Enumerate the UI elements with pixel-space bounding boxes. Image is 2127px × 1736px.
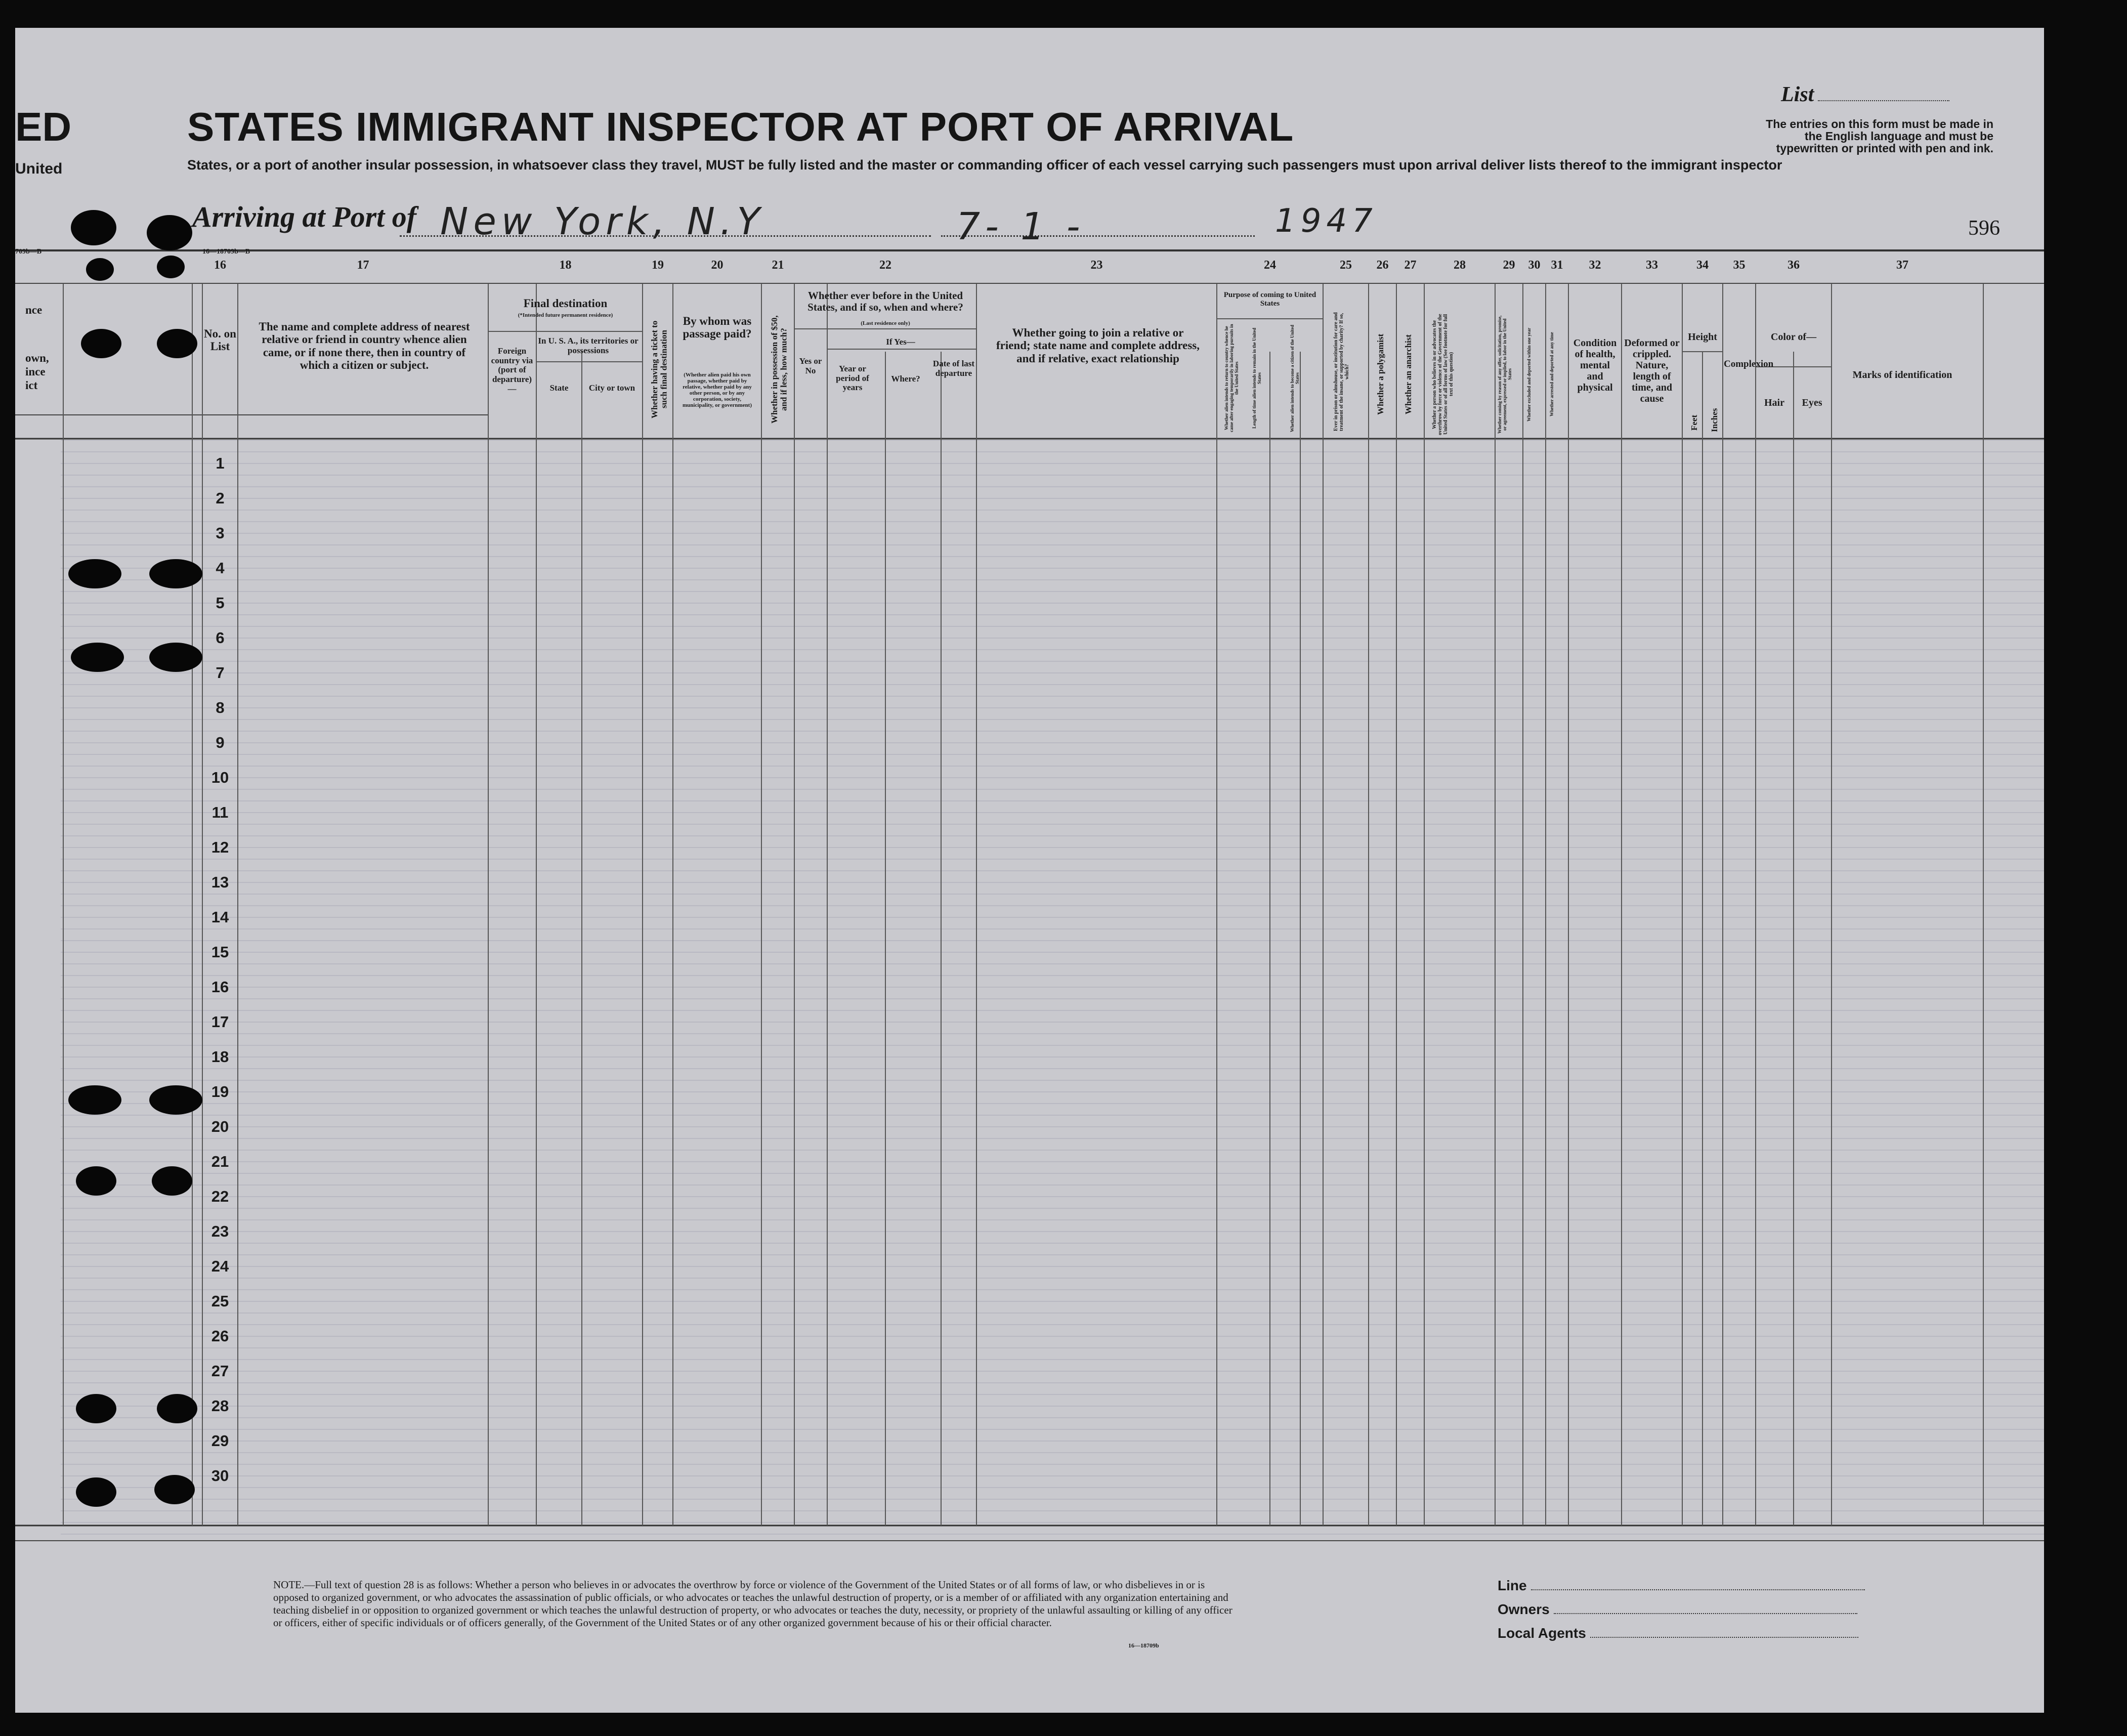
list-label-text: List	[1781, 83, 1814, 106]
date-handwritten: 7- 1 -	[956, 205, 1085, 248]
page-subtitle: States, or a port of another insular possession, in whatsoever class they travel, MUST be fully listed and the master or commanding officer of each vessel carrying such passengers must upon arrival deliver lists thereof to the immigrant inspector	[187, 157, 1782, 173]
col-29-num: 29	[1503, 259, 1515, 272]
row-number: 16	[211, 978, 229, 996]
row-number: 14	[211, 908, 229, 926]
col-22-label: Whether ever before in the United States, and if so, when and where?	[807, 289, 963, 314]
col-36-hair: Hair	[1764, 397, 1784, 408]
punch-hole	[71, 210, 116, 245]
row-number: 13	[211, 873, 229, 891]
col-18-label: Final destination	[523, 297, 608, 310]
instructions-note: The entries on this form must be made in the English language and must be typewritten or printed with pen and ink.	[1766, 117, 1993, 155]
col-22-ifyes: If Yes—	[886, 337, 915, 347]
row-number: 15	[211, 943, 229, 961]
col-27-num: 27	[1404, 259, 1417, 272]
col-27-label: Whether an anarchist	[1403, 334, 1413, 415]
col-17-num: 17	[357, 259, 369, 272]
punch-hole	[68, 559, 121, 588]
signature-agents	[1498, 1625, 1858, 1641]
col-18-city: City or town	[588, 383, 635, 393]
col-24-label: Purpose of coming to United States	[1223, 291, 1316, 308]
col-21-label: Whether in possession of $50, and if less, how much?	[770, 315, 789, 424]
col-33-label: Deformed or crippled. Nature, length of time, and cause	[1624, 337, 1680, 404]
row-number: 20	[211, 1118, 229, 1135]
col-36-label: Color of—	[1770, 331, 1817, 343]
punch-hole	[157, 329, 197, 358]
col-34-inches: Inches	[1710, 408, 1719, 432]
punch-hole	[152, 1166, 192, 1196]
row-number: 10	[211, 769, 229, 786]
col-30-num: 30	[1528, 259, 1541, 272]
row-number: 7	[216, 664, 225, 682]
row-number: 25	[211, 1292, 229, 1310]
col-18-num: 18	[559, 259, 572, 272]
col-26-label: Whether a polygamist	[1376, 333, 1385, 415]
col-19-label: Whether having a ticket to such final destination	[650, 320, 669, 418]
row-number: 30	[211, 1467, 229, 1485]
col-24-num: 24	[1264, 259, 1276, 272]
arriving-label: Arriving at Port of	[192, 200, 417, 233]
col-22-yesno: Yes or No	[799, 356, 822, 375]
col-35-num: 35	[1733, 259, 1746, 272]
col-37-num: 37	[1896, 259, 1908, 272]
left-fragment: nce	[25, 304, 42, 316]
footnote: NOTE.—Full text of question 28 is as follows: Whether a person who believes in or advocates the overthrow by force or violence of the Government of the United States or of all forms of law, or who disbelieves in or is opposed to organized government, or who advocates the assassination of public officials, or who advocates or teaches the unlawful destruction of property, or is a member of or affiliated with any organization entertaining and teaching disbelief in or opposition to organized government or which teaches the unlawful destruction of property, or who advocates or teaches the duty, necessity, or propriety of the unlawful assaulting or killing of any officer or officers, either of specific individuals or of officers generally, of the Government of the United States or of any other organized government because of his or their official character.	[273, 1579, 1232, 1629]
row-number: 12	[211, 838, 229, 856]
row-number: 26	[211, 1327, 229, 1345]
col-19-num: 19	[652, 259, 664, 272]
table-grid	[15, 28, 2044, 1713]
row-number: 4	[216, 559, 225, 577]
left-fragment: ict	[25, 379, 38, 392]
row-number: 8	[216, 699, 225, 716]
left-form-code: 709b—B	[15, 248, 42, 256]
punch-hole	[149, 1085, 202, 1115]
col-22-date: Date of last departure	[932, 359, 975, 378]
punch-hole	[157, 256, 185, 278]
left-fragment: ince	[25, 365, 46, 378]
left-fragment-united: United	[15, 160, 63, 177]
row-number: 5	[216, 594, 225, 612]
signature-owners	[1498, 1601, 1857, 1618]
row-number: 23	[211, 1222, 229, 1240]
row-number: 18	[211, 1048, 229, 1066]
col-34-feet: Feet	[1689, 414, 1699, 431]
col-23-num: 23	[1090, 259, 1103, 272]
col-20-sublabel: (Whether alien paid his own passage, whether paid by relative, whether paid by any other person, or by any corporation, society, municipality, or government)	[683, 372, 752, 409]
row-number: 6	[216, 629, 225, 647]
col-16-num: 16	[214, 259, 226, 272]
col-25-num: 25	[1340, 259, 1352, 272]
col-37-label: Marks of identification	[1852, 369, 1952, 380]
title-fragment: ED	[15, 104, 72, 149]
col-24-a: Whether alien intends to return to country whence he came after engaging temporarily in laboring pursuits in the United States	[1224, 324, 1239, 433]
form-code: 16—18709b—B	[202, 248, 250, 256]
punch-hole	[149, 559, 202, 588]
line-label: Line	[1498, 1578, 1527, 1593]
row-number: 9	[216, 734, 225, 751]
year-handwritten: 1947	[1275, 202, 1378, 240]
col-18-sublabel: (*Intended future permanent residence)	[518, 312, 613, 318]
manifest-page	[15, 28, 2044, 1713]
punch-hole	[71, 643, 124, 672]
row-number: 1	[216, 454, 225, 472]
col-36-num: 36	[1788, 259, 1800, 272]
owners-label: Owners	[1498, 1601, 1550, 1617]
col-32-label: Condition of health, mental and physical	[1573, 337, 1617, 393]
punch-hole	[76, 1166, 116, 1196]
col-25-label: Ever in prison or almshouse, or institution for care and treatment of the insane, or supported by charity? If so, which?	[1333, 312, 1350, 432]
col-16-label: No. on List	[204, 327, 236, 353]
col-36-eyes: Eyes	[1802, 397, 1822, 408]
col-22-num: 22	[879, 259, 891, 272]
punch-hole	[81, 329, 121, 358]
footnote-code: 16—18709b	[1128, 1642, 1159, 1649]
row-number: 3	[216, 524, 225, 542]
punch-hole	[147, 215, 192, 250]
punch-hole	[157, 1394, 197, 1423]
col-18-foreign: Foreign country via (port of departure)—	[491, 346, 533, 394]
row-number: 24	[211, 1257, 229, 1275]
col-20-num: 20	[711, 259, 724, 272]
col-18-usa: In U. S. A., its territories or possessions	[538, 336, 639, 355]
col-24-b: Length of time alien intends to remain in the United States	[1252, 327, 1262, 429]
col-34-num: 34	[1696, 259, 1709, 272]
col-18-state: State	[549, 383, 569, 393]
punch-hole	[76, 1394, 116, 1423]
col-20-label: By whom was passage paid?	[683, 315, 752, 341]
col-22-sublabel: (Last residence only)	[861, 320, 910, 326]
col-22-where: Where?	[891, 374, 920, 384]
page-title: STATES IMMIGRANT INSPECTOR AT PORT OF ARRIVAL	[187, 104, 1294, 149]
col-28-num: 28	[1454, 259, 1466, 272]
col-17-label: The name and complete address of nearest relative or friend in country whence alien came, or if none there, then in country of which a citizen or subject.	[259, 320, 470, 371]
punch-hole	[76, 1477, 116, 1507]
col-34-label: Height	[1688, 331, 1717, 343]
port-handwritten: New York, N.Y	[440, 200, 765, 243]
agents-label: Local Agents	[1498, 1625, 1586, 1641]
row-number: 29	[211, 1432, 229, 1450]
col-29-label: Whether coming by reason of any offer, solicitation, promise, or agreement, expressed or implied, to labor in the United States	[1497, 315, 1512, 434]
punch-hole	[86, 258, 114, 281]
col-32-num: 32	[1589, 259, 1601, 272]
row-number: 21	[211, 1153, 229, 1170]
col-30-label: Whether excluded and deported within one year	[1526, 327, 1532, 421]
punch-hole	[154, 1475, 195, 1504]
row-number: 22	[211, 1188, 229, 1205]
col-24-c: Whether alien intends to become a citizen of the United States	[1290, 324, 1300, 432]
row-number: 11	[211, 803, 229, 821]
signature-line	[1498, 1578, 1865, 1594]
row-number: 19	[211, 1083, 229, 1100]
row-number: 17	[211, 1013, 229, 1031]
col-28-label: Whether a person who believes in or advocates the overthrow by force or violence of the Government of the United States or of all forms of law (See footnote for full text of this question)	[1432, 314, 1454, 435]
punch-hole	[149, 643, 202, 672]
col-23-label: Whether going to join a relative or friend; state name and complete address, and if relative, exact relationship	[996, 326, 1200, 365]
col-33-num: 33	[1646, 259, 1658, 272]
col-31-label: Whether arrested and deported at any time	[1549, 332, 1554, 417]
left-fragment: own,	[25, 352, 49, 364]
row-number: 2	[216, 489, 225, 507]
punch-hole	[68, 1085, 121, 1115]
list-label	[1781, 82, 1949, 107]
col-21-num: 21	[772, 259, 784, 272]
col-26-num: 26	[1376, 259, 1389, 272]
row-number: 28	[211, 1397, 229, 1415]
page-number: 596	[1968, 217, 2000, 240]
row-number: 27	[211, 1362, 229, 1380]
col-35-label: Complexion	[1724, 359, 1774, 369]
col-31-num: 31	[1551, 259, 1563, 272]
col-22-year: Year or period of years	[836, 364, 869, 393]
